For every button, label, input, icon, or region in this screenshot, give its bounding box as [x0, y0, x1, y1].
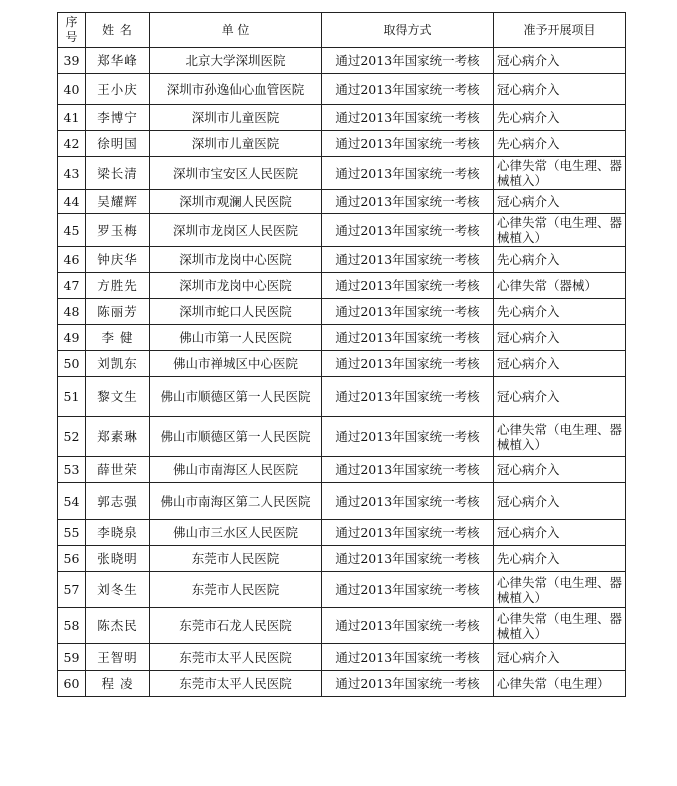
cell-project: 心律失常（电生理、器械植入） — [494, 572, 626, 608]
cell-name: 郑素琳 — [86, 417, 150, 457]
cell-unit: 东莞市人民医院 — [150, 572, 322, 608]
cell-project: 冠心病介入 — [494, 190, 626, 214]
table-row — [58, 190, 626, 214]
header-project: 准予开展项目 — [494, 13, 626, 48]
cell-method: 通过2013年国家统一考核 — [322, 377, 494, 417]
cell-name: 郭志强 — [86, 483, 150, 520]
cell-unit: 深圳市宝安区人民医院 — [150, 157, 322, 190]
cell-num: 53 — [58, 457, 86, 483]
cell-unit: 深圳市孙逸仙心血管医院 — [150, 74, 322, 105]
table-row — [58, 247, 626, 273]
cell-name: 黎文生 — [86, 377, 150, 417]
cell-num: 50 — [58, 351, 86, 377]
cell-method: 通过2013年国家统一考核 — [322, 157, 494, 190]
cell-unit: 东莞市太平人民医院 — [150, 644, 322, 671]
cell-unit: 佛山市南海区第二人民医院 — [150, 483, 322, 520]
cell-project: 心律失常（电生理、器械植入） — [494, 608, 626, 644]
cell-num: 44 — [58, 190, 86, 214]
cell-name: 程 凌 — [86, 671, 150, 697]
cell-name: 郑华峰 — [86, 48, 150, 74]
cell-unit: 深圳市龙岗区人民医院 — [150, 214, 322, 247]
table-row — [58, 608, 626, 644]
cell-unit: 佛山市南海区人民医院 — [150, 457, 322, 483]
cell-name: 刘冬生 — [86, 572, 150, 608]
cell-method: 通过2013年国家统一考核 — [322, 105, 494, 131]
cell-project: 先心病介入 — [494, 546, 626, 572]
table-row — [58, 299, 626, 325]
table-row — [58, 214, 626, 247]
table-row — [58, 417, 626, 457]
cell-unit: 佛山市顺德区第一人民医院 — [150, 377, 322, 417]
table-row — [58, 351, 626, 377]
table-row — [58, 273, 626, 299]
table-row — [58, 74, 626, 105]
cell-unit: 深圳市龙岗中心医院 — [150, 273, 322, 299]
cell-name: 罗玉梅 — [86, 214, 150, 247]
cell-method: 通过2013年国家统一考核 — [322, 325, 494, 351]
cell-unit: 深圳市观澜人民医院 — [150, 190, 322, 214]
cell-num: 48 — [58, 299, 86, 325]
cell-num: 42 — [58, 131, 86, 157]
cell-unit: 东莞市太平人民医院 — [150, 671, 322, 697]
cell-unit: 东莞市人民医院 — [150, 546, 322, 572]
cell-project: 冠心病介入 — [494, 74, 626, 105]
cell-name: 张晓明 — [86, 546, 150, 572]
header-name: 姓 名 — [86, 13, 150, 48]
cell-num: 45 — [58, 214, 86, 247]
cell-num: 60 — [58, 671, 86, 697]
cell-project: 冠心病介入 — [494, 483, 626, 520]
header-num: 序号 — [58, 13, 86, 48]
header-method: 取得方式 — [322, 13, 494, 48]
table-row — [58, 48, 626, 74]
cell-name: 方胜先 — [86, 273, 150, 299]
cell-method: 通过2013年国家统一考核 — [322, 671, 494, 697]
cell-num: 56 — [58, 546, 86, 572]
cell-unit: 佛山市三水区人民医院 — [150, 520, 322, 546]
cell-method: 通过2013年国家统一考核 — [322, 457, 494, 483]
cell-num: 57 — [58, 572, 86, 608]
cell-name: 李博宁 — [86, 105, 150, 131]
cell-name: 刘凯东 — [86, 351, 150, 377]
cell-name: 王智明 — [86, 644, 150, 671]
cell-num: 40 — [58, 74, 86, 105]
cell-project: 先心病介入 — [494, 299, 626, 325]
cell-num: 39 — [58, 48, 86, 74]
cell-method: 通过2013年国家统一考核 — [322, 351, 494, 377]
cell-method: 通过2013年国家统一考核 — [322, 48, 494, 74]
cell-method: 通过2013年国家统一考核 — [322, 572, 494, 608]
cell-num: 58 — [58, 608, 86, 644]
cell-num: 43 — [58, 157, 86, 190]
table-row — [58, 644, 626, 671]
cell-method: 通过2013年国家统一考核 — [322, 644, 494, 671]
qualification-table — [57, 12, 626, 697]
cell-project: 冠心病介入 — [494, 351, 626, 377]
cell-name: 陈杰民 — [86, 608, 150, 644]
cell-unit: 北京大学深圳医院 — [150, 48, 322, 74]
cell-project: 冠心病介入 — [494, 457, 626, 483]
table-row — [58, 105, 626, 131]
table-row — [58, 671, 626, 697]
cell-project: 心律失常（电生理、器械植入） — [494, 214, 626, 247]
table-body — [58, 48, 626, 697]
table-row — [58, 157, 626, 190]
cell-method: 通过2013年国家统一考核 — [322, 190, 494, 214]
cell-name: 钟庆华 — [86, 247, 150, 273]
cell-project: 先心病介入 — [494, 105, 626, 131]
table-row — [58, 546, 626, 572]
cell-name: 吴耀辉 — [86, 190, 150, 214]
cell-project: 冠心病介入 — [494, 520, 626, 546]
cell-method: 通过2013年国家统一考核 — [322, 131, 494, 157]
cell-name: 王小庆 — [86, 74, 150, 105]
cell-method: 通过2013年国家统一考核 — [322, 608, 494, 644]
cell-num: 47 — [58, 273, 86, 299]
cell-name: 陈丽芳 — [86, 299, 150, 325]
cell-unit: 佛山市禅城区中心医院 — [150, 351, 322, 377]
cell-method: 通过2013年国家统一考核 — [322, 417, 494, 457]
cell-unit: 佛山市顺德区第一人民医院 — [150, 417, 322, 457]
table-header-row — [58, 13, 626, 48]
cell-project: 冠心病介入 — [494, 48, 626, 74]
cell-method: 通过2013年国家统一考核 — [322, 247, 494, 273]
cell-project: 先心病介入 — [494, 247, 626, 273]
cell-unit: 深圳市龙岗中心医院 — [150, 247, 322, 273]
cell-unit: 深圳市儿童医院 — [150, 131, 322, 157]
table-row — [58, 457, 626, 483]
cell-num: 54 — [58, 483, 86, 520]
header-unit: 单 位 — [150, 13, 322, 48]
cell-project: 冠心病介入 — [494, 644, 626, 671]
cell-method: 通过2013年国家统一考核 — [322, 273, 494, 299]
cell-num: 55 — [58, 520, 86, 546]
table-row — [58, 483, 626, 520]
cell-unit: 佛山市第一人民医院 — [150, 325, 322, 351]
table-row — [58, 325, 626, 351]
cell-name: 李 健 — [86, 325, 150, 351]
cell-num: 52 — [58, 417, 86, 457]
cell-method: 通过2013年国家统一考核 — [322, 483, 494, 520]
table-row — [58, 131, 626, 157]
cell-method: 通过2013年国家统一考核 — [322, 299, 494, 325]
cell-num: 41 — [58, 105, 86, 131]
cell-name: 徐明国 — [86, 131, 150, 157]
table-row — [58, 520, 626, 546]
cell-method: 通过2013年国家统一考核 — [322, 520, 494, 546]
cell-project: 心律失常（电生理、器械植入） — [494, 157, 626, 190]
cell-project: 心律失常（电生理） — [494, 671, 626, 697]
cell-num: 51 — [58, 377, 86, 417]
cell-unit: 深圳市蛇口人民医院 — [150, 299, 322, 325]
cell-method: 通过2013年国家统一考核 — [322, 214, 494, 247]
cell-num: 46 — [58, 247, 86, 273]
cell-unit: 深圳市儿童医院 — [150, 105, 322, 131]
cell-project: 心律失常（电生理、器械植入） — [494, 417, 626, 457]
cell-project: 先心病介入 — [494, 131, 626, 157]
cell-name: 梁长清 — [86, 157, 150, 190]
cell-method: 通过2013年国家统一考核 — [322, 546, 494, 572]
cell-name: 薛世荣 — [86, 457, 150, 483]
cell-project: 冠心病介入 — [494, 377, 626, 417]
cell-num: 59 — [58, 644, 86, 671]
table-row — [58, 572, 626, 608]
cell-method: 通过2013年国家统一考核 — [322, 74, 494, 105]
cell-num: 49 — [58, 325, 86, 351]
cell-project: 心律失常（器械） — [494, 273, 626, 299]
cell-project: 冠心病介入 — [494, 325, 626, 351]
cell-unit: 东莞市石龙人民医院 — [150, 608, 322, 644]
table-row — [58, 377, 626, 417]
cell-name: 李晓泉 — [86, 520, 150, 546]
